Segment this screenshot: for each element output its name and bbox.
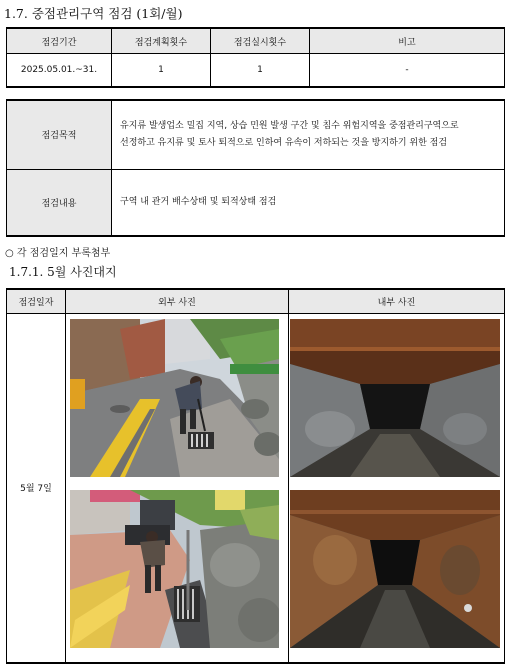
header-period: 점검기간 [7, 28, 112, 54]
header-date: 점검일자 [7, 289, 66, 314]
content-label: 점검내용 [7, 169, 112, 236]
header-remarks: 비고 [310, 28, 505, 54]
content-text: 구역 내 관거 배수상태 및 퇴적상태 점검 [112, 169, 505, 236]
interior-photo-1 [290, 319, 500, 477]
detail-table [6, 99, 505, 237]
purpose-line-1: 유지류 발생업소 밀집 지역, 상습 민원 발생 구간 및 침수 위험지역을 중점관리구역으로 [120, 120, 459, 131]
cell-planned-count: 1 [112, 54, 211, 88]
section-heading: 1.7. 중점관리구역 점검 (1회/월) [4, 6, 183, 21]
cell-period: 2025.05.01.~31. [7, 54, 112, 88]
purpose-label: 점검목적 [7, 100, 112, 169]
exterior-photo-2 [70, 490, 279, 648]
appendix-note: ○ 각 점검일지 부록첨부 [5, 248, 111, 259]
header-exterior-photo: 외부 사진 [66, 289, 289, 314]
cell-remarks: - [310, 54, 505, 88]
header-planned-count: 점검계획횟수 [112, 28, 211, 54]
summary-table [6, 27, 505, 88]
exterior-photo-1 [70, 319, 279, 477]
inspection-date: 5월 7일 [7, 314, 66, 663]
header-executed-count: 점검실시횟수 [211, 28, 310, 54]
purpose-line-2: 선정하고 유지류 및 토사 퇴적으로 인하여 유속이 저하되는 것을 방지하기 위한 점검 [120, 137, 448, 148]
subheading: 1.7.1. 5월 사진대지 [9, 265, 117, 279]
purpose-text [112, 100, 505, 169]
interior-photo-2 [290, 490, 500, 648]
cell-executed-count: 1 [211, 54, 310, 88]
header-interior-photo: 내부 사진 [289, 289, 505, 314]
